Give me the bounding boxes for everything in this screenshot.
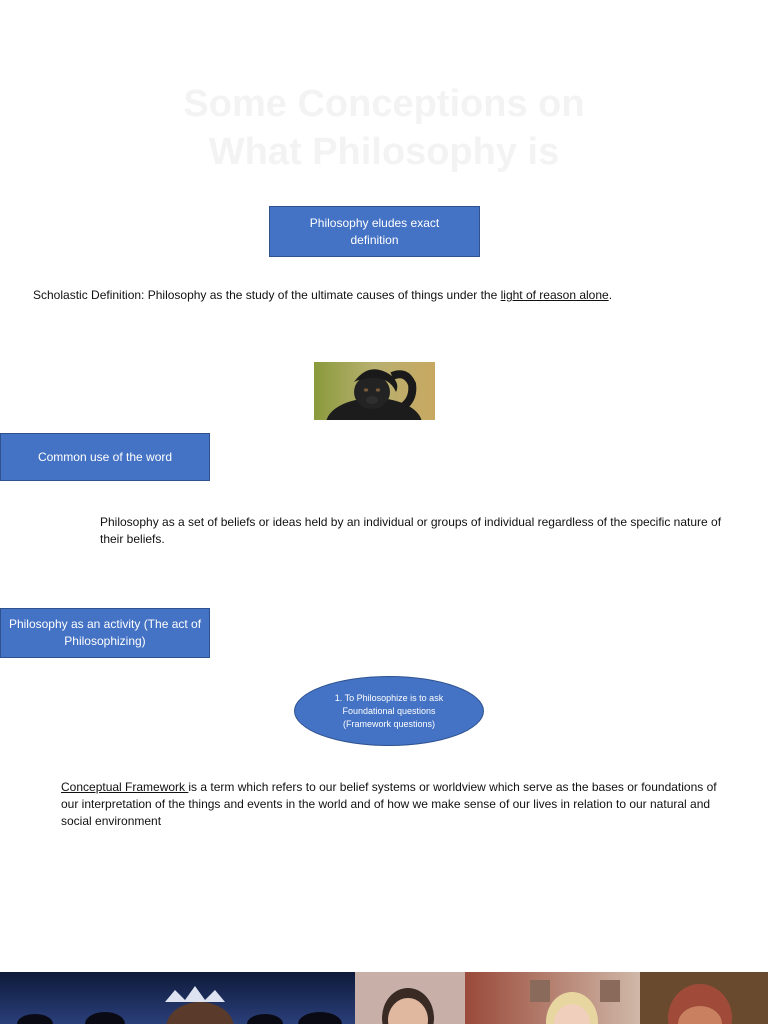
- slide-title: [0, 80, 768, 176]
- slide-title-line1: Some Conceptions on: [183, 83, 585, 125]
- philosophize-line2: Foundational questions: [342, 705, 436, 716]
- common-use-label: Common use of the word: [37, 449, 173, 464]
- philosophize-line1: 1. To Philosophize is to ask: [334, 692, 444, 703]
- eludes-definition-label: Philosophy eludes exact definition: [309, 215, 440, 247]
- conceptual-framework-text: [61, 779, 731, 830]
- photo-portrait-3: [640, 972, 768, 1024]
- philosophize-ellipse: [294, 676, 484, 746]
- slide-title-line2: What Philosophy is: [208, 131, 560, 173]
- photo-portrait-1: [355, 972, 465, 1024]
- photo-portrait-2: [465, 972, 640, 1024]
- beliefs-definition: Philosophy as a set of beliefs or ideas held by an individual or groups of individual regardless of the specific nature of their beliefs.: [100, 515, 722, 546]
- conceptual-framework-body: is a term which refers to our belief systems or worldview which serve as the bases or foundations of our interpretation of the things and events in the world and of how we make sense of our lives in relation to our natural and social environment: [61, 780, 717, 828]
- scholastic-definition-emphasis: light of reason alone: [500, 288, 609, 302]
- scholastic-definition: [33, 287, 753, 304]
- eludes-definition-box: [269, 206, 480, 257]
- conceptual-framework-term: Conceptual Framework: [61, 780, 189, 794]
- activity-label: Philosophy as an activity (The act of Philosophizing): [8, 617, 202, 648]
- scholastic-definition-lead: Scholastic Definition: Philosophy as the study of the ultimate causes of things under the: [33, 288, 501, 302]
- common-use-box: [0, 433, 210, 481]
- thinking-monkey-image: [314, 362, 435, 420]
- scholastic-definition-tail: .: [608, 288, 613, 302]
- activity-box: [0, 608, 210, 658]
- philosophize-line3: (Framework questions): [342, 718, 436, 729]
- photo-pageant: [0, 972, 355, 1024]
- photo-strip: [0, 972, 768, 1024]
